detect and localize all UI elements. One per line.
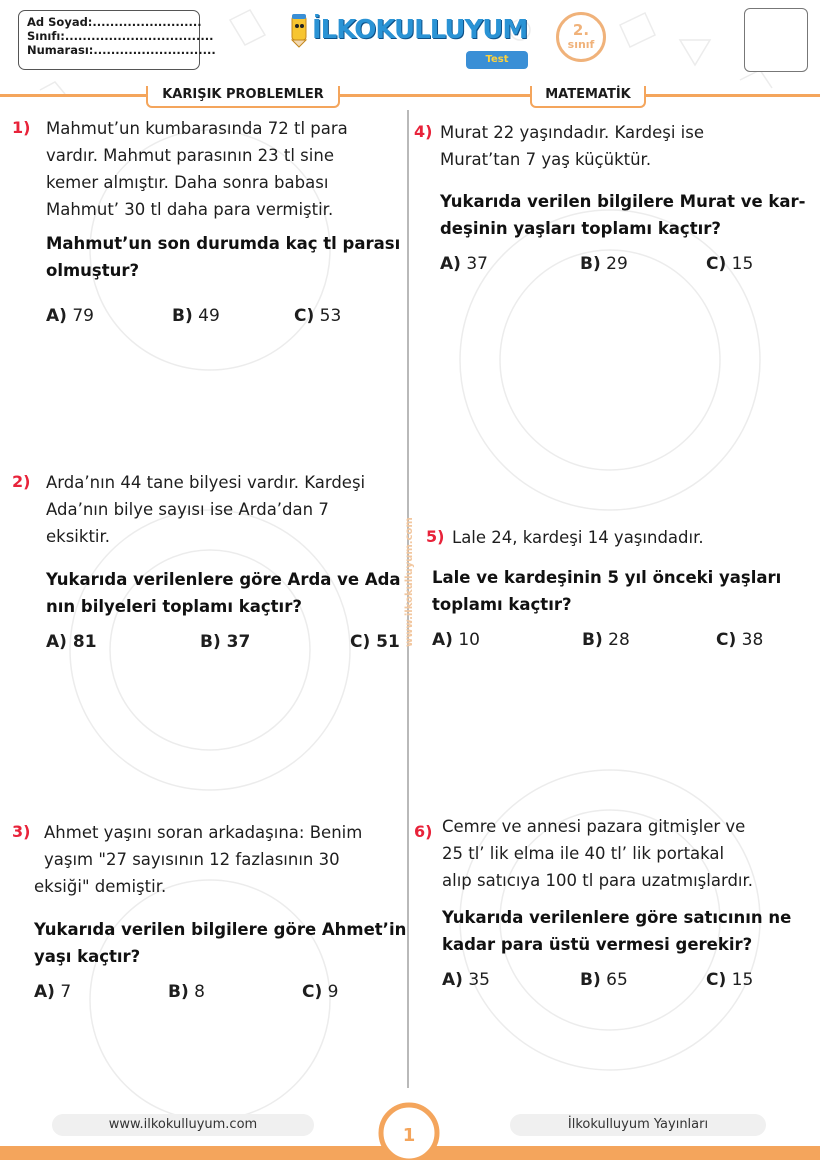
- option-label: A): [46, 632, 67, 652]
- question-prompt: [442, 904, 791, 958]
- footer-website: www.ilkokulluyum.com: [52, 1114, 314, 1136]
- class-line: Sınıfı:..................................: [27, 29, 214, 43]
- question-line: Ahmet yaşını soran arkadaşına: Benim: [44, 823, 363, 842]
- question-text: [34, 819, 363, 900]
- section-title: KARIŞIK PROBLEMLER: [146, 86, 340, 108]
- option-label: B): [172, 306, 193, 326]
- prompt-line: kadar para üstü vermesi gerekir?: [442, 935, 753, 954]
- brand-logo: [286, 10, 527, 50]
- option-a[interactable]: [34, 982, 71, 1002]
- option-value: 15: [731, 254, 754, 274]
- question-prompt: [46, 566, 401, 620]
- question-prompt: [34, 916, 406, 970]
- option-value: 65: [606, 970, 628, 990]
- question-text: [452, 524, 704, 551]
- question-line: kemer almıştır. Daha sonra babası: [46, 173, 329, 192]
- prompt-line: Yukarıda verilen bilgilere Murat ve kar-: [440, 192, 806, 211]
- option-c[interactable]: [716, 630, 763, 650]
- question-number: 6): [414, 822, 433, 841]
- question-line: Murat 22 yaşındadır. Kardeşi ise: [440, 123, 704, 142]
- test-badge: Test: [466, 51, 528, 69]
- question-number: 1): [12, 118, 31, 137]
- option-label: C): [706, 970, 727, 990]
- pencil-mascot-icon: [286, 12, 312, 48]
- logo-wordmark: İLKOKULLUYUM: [312, 15, 528, 45]
- question-line: Murat’tan 7 yaş küçüktür.: [440, 150, 652, 169]
- score-box: [744, 8, 808, 72]
- prompt-line: toplamı kaçtır?: [432, 595, 572, 614]
- option-value: 37: [226, 632, 251, 652]
- question-line: vardır. Mahmut parasının 23 tl sine: [46, 146, 334, 165]
- prompt-line: Yukarıda verilenlere göre satıcının ne: [442, 908, 792, 927]
- option-label: B): [580, 254, 601, 274]
- prompt-line: Mahmut’un son durumda kaç tl parası: [46, 234, 401, 253]
- option-value: 35: [468, 970, 490, 990]
- option-a[interactable]: [46, 306, 94, 326]
- option-value: 10: [458, 630, 480, 650]
- option-b[interactable]: [580, 254, 628, 274]
- prompt-line: nın bilyeleri toplamı kaçtır?: [46, 597, 302, 616]
- page-number: 1: [402, 1125, 416, 1146]
- option-label: A): [46, 306, 67, 326]
- option-label: C): [706, 254, 727, 274]
- option-label: B): [582, 630, 603, 650]
- question-line: 25 tl’ lik elma ile 40 tl’ lik portakal: [442, 844, 725, 863]
- option-b[interactable]: [168, 982, 205, 1002]
- question-line: Ada’nın bilye sayısı ise Arda’dan 7: [46, 500, 329, 519]
- grade-badge: [556, 12, 606, 62]
- option-value: 49: [198, 306, 220, 326]
- option-label: B): [200, 632, 221, 652]
- option-a[interactable]: [46, 632, 97, 652]
- option-a[interactable]: [432, 630, 480, 650]
- prompt-line: Lale ve kardeşinin 5 yıl önceki yaşları: [432, 568, 782, 587]
- question-number: 4): [414, 122, 433, 141]
- question-text: [46, 115, 348, 223]
- subject-title: MATEMATİK: [530, 86, 646, 108]
- option-value: 28: [608, 630, 630, 650]
- question-prompt: [432, 564, 781, 618]
- option-label: C): [716, 630, 737, 650]
- question-prompt: [440, 188, 806, 242]
- option-label: C): [350, 632, 371, 652]
- question-line: Lale 24, kardeşi 14 yaşındadır.: [452, 528, 704, 547]
- option-value: 37: [466, 254, 488, 274]
- option-b[interactable]: [582, 630, 630, 650]
- option-value: 81: [72, 632, 97, 652]
- option-label: B): [168, 982, 189, 1002]
- option-value: 38: [741, 630, 764, 650]
- option-value: 29: [606, 254, 628, 274]
- question-number: 5): [426, 527, 445, 546]
- option-b[interactable]: [580, 970, 628, 990]
- option-c[interactable]: [350, 632, 400, 652]
- option-label: A): [432, 630, 453, 650]
- watermark: [398, 497, 422, 647]
- question-prompt: [46, 230, 400, 284]
- option-b[interactable]: [200, 632, 250, 652]
- option-b[interactable]: [172, 306, 220, 326]
- question-number: 3): [12, 822, 31, 841]
- option-c[interactable]: [706, 254, 753, 274]
- question-number: 2): [12, 472, 31, 491]
- option-label: C): [294, 306, 315, 326]
- header-rule: [0, 94, 820, 97]
- prompt-line: Yukarıda verilen bilgilere göre Ahmet’in: [34, 920, 407, 939]
- page-number-badge: [378, 1097, 440, 1159]
- option-value: 79: [72, 306, 94, 326]
- question-line: yaşım "27 sayısının 12 fazlasının 30: [44, 850, 340, 869]
- option-a[interactable]: [442, 970, 490, 990]
- prompt-line: olmuştur?: [46, 261, 140, 280]
- watermark-text: www.ilkokulluyum.com: [404, 517, 415, 647]
- option-label: B): [580, 970, 601, 990]
- question-line: Mahmut’ 30 tl daha para vermiştir.: [46, 200, 334, 219]
- option-value: 9: [327, 982, 339, 1002]
- option-label: A): [34, 982, 55, 1002]
- option-value: 53: [319, 306, 342, 326]
- question-line: eksiktir.: [46, 527, 111, 546]
- option-c[interactable]: [302, 982, 338, 1002]
- question-line: Mahmut’un kumbarasında 72 tl para: [46, 119, 348, 138]
- option-value: 15: [731, 970, 754, 990]
- prompt-line: yaşı kaçtır?: [34, 947, 141, 966]
- number-line: Numarası:............................: [27, 43, 216, 57]
- question-line: eksiği" demiştir.: [34, 877, 167, 896]
- question-line: Arda’nın 44 tane bilyesi vardır. Kardeşi: [46, 473, 366, 492]
- option-label: C): [302, 982, 323, 1002]
- question-line: Cemre ve annesi pazara gitmişler ve: [442, 817, 746, 836]
- option-value: 51: [376, 632, 400, 652]
- question-line: alıp satıcıya 100 tl para uzatmışlardır.: [442, 871, 754, 890]
- name-line: Ad Soyad:.........................: [27, 15, 202, 29]
- grade-word: sınıf: [567, 38, 595, 51]
- prompt-line: Yukarıda verilenlere göre Arda ve Ada: [46, 570, 401, 589]
- option-c[interactable]: [294, 306, 341, 326]
- grade-number: 2.: [572, 21, 590, 39]
- student-info-box: [18, 10, 216, 70]
- prompt-line: deşinin yaşları toplamı kaçtır?: [440, 219, 721, 238]
- question-text: [440, 119, 704, 173]
- option-c[interactable]: [706, 970, 753, 990]
- page-number-circle: [378, 1097, 440, 1159]
- option-label: A): [442, 970, 463, 990]
- option-label: A): [440, 254, 461, 274]
- question-text: [442, 813, 753, 894]
- option-value: 8: [194, 982, 205, 1002]
- option-value: 7: [60, 982, 72, 1002]
- option-a[interactable]: [440, 254, 488, 274]
- question-text: [46, 469, 365, 550]
- footer-publisher: İlkokulluyum Yayınları: [510, 1114, 766, 1136]
